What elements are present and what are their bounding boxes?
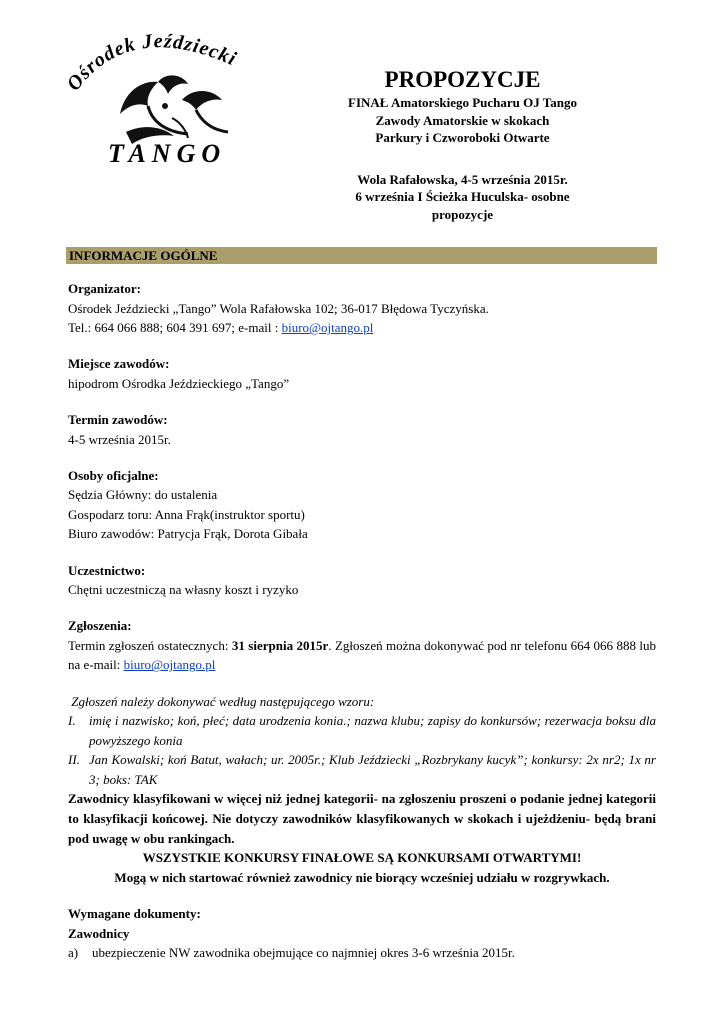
officials-judge: Sędzia Główny: do ustalenia xyxy=(68,487,218,503)
list-item-text: Jan Kowalski; koń Batut, wałach; ur. 2005r.; Klub Jeździecki „Rozbrykany kucyk”; konkursy: 2x nr2; 1x nr 3; boks: TAK xyxy=(89,752,656,787)
participation-text: Chętni uczestniczą na własny koszt i ryzyko xyxy=(68,582,299,598)
document-header xyxy=(300,66,625,223)
entries-deadline-prefix: Termin zgłoszeń ostatecznych: xyxy=(68,637,232,653)
list-item-text: imię i nazwisko; koń, płeć; data urodzenia konia.; nazwa klubu; zapisy do konkursów; rezerwacja boksu dla powyższego konia xyxy=(89,713,656,748)
list-item xyxy=(68,750,656,789)
officials-course-host: Gospodarz toru: Anna Frąk(instruktor sportu) xyxy=(68,506,305,522)
header-line-6: propozycje xyxy=(431,206,494,222)
entries-heading: Zgłoszenia: xyxy=(68,618,132,634)
list-item-number: I. xyxy=(68,713,76,729)
header-line-1: FINAŁ Amatorskiego Pucharu OJ Tango xyxy=(348,95,577,110)
entries-pattern-intro: Zgłoszeń należy dokonywać według następującego wzoru: xyxy=(68,693,375,709)
open-competitions-notice: WSZYSTKIE KONKURSY FINAŁOWE SĄ KONKURSAMI OTWARTYMI! xyxy=(142,850,582,866)
participation-heading: Uczestnictwo: xyxy=(68,562,146,578)
header-line-3: Parkury i Czworoboki Otwarte xyxy=(375,130,550,145)
logo-word: TANGO xyxy=(108,139,227,168)
venue-heading: Miejsce zawodów: xyxy=(68,356,170,372)
venue-text: hipodrom Ośrodka Jeździeckiego „Tango” xyxy=(68,375,290,391)
organizer-contact-text: Tel.: 664 066 888; 604 391 697; e-mail : xyxy=(68,320,282,336)
organizer-contact xyxy=(68,318,656,338)
list-item xyxy=(68,711,656,750)
document-body xyxy=(68,279,656,963)
section-heading-bar: INFORMACJE OGÓLNE xyxy=(66,247,657,264)
club-logo xyxy=(62,22,254,170)
organizer-heading: Organizator: xyxy=(68,281,141,296)
officials-heading: Osoby oficjalne: xyxy=(68,467,159,483)
open-competitions-subnotice: Mogą w nich startować również zawodnicy nie biorący wcześniej udziału w rozgrywkach. xyxy=(114,869,610,885)
entries-deadline-suffix: . Zgłoszeń można dokonywać pod nr telefonu 664 066 888 lub na e-mail: xyxy=(68,637,656,673)
document-title: PROPOZYCJE xyxy=(384,67,541,92)
header-line-2: Zawody Amatorskie w skokach xyxy=(375,112,550,128)
dates-heading: Termin zawodów: xyxy=(68,411,168,427)
list-item xyxy=(68,943,656,963)
list-item-number: a) xyxy=(68,945,79,961)
entries-email-link[interactable]: biuro@ojtango.pl xyxy=(123,657,216,673)
list-item-text: ubezpieczenie NW zawodnika obejmujące co najmniej okres 3-6 września 2015r. xyxy=(92,945,515,961)
documents-heading: Wymagane dokumenty: xyxy=(68,905,201,921)
organizer-email-link[interactable]: biuro@ojtango.pl xyxy=(281,320,374,336)
horse-emblem-icon xyxy=(120,75,228,144)
header-line-5: 6 września I Ścieżka Huculska- osobne xyxy=(355,189,570,204)
documents-subheading: Zawodnicy xyxy=(68,925,130,941)
dates-text: 4-5 września 2015r. xyxy=(68,431,171,447)
header-place-date: Wola Rafałowska, 4-5 września 2015r. xyxy=(357,171,568,187)
organizer-address: Ośrodek Jeździecki „Tango” Wola Rafałowska 102; 36-017 Błędowa Tyczyńska. xyxy=(68,300,489,316)
entries-deadline-date: 31 sierpnia 2015r xyxy=(231,637,329,653)
classification-note: Zawodnicy klasyfikowani w więcej niż jednej kategorii- na zgłoszeniu proszeni o podanie jednej kategorii to klasyfikacji końcowej. Nie dotyczy zawodników klasyfikowanych w skokach i ujeżdżeniu- będą brani pod uwagę w obu rankingach. xyxy=(68,791,656,846)
logo-arc-text: Ośrodek Jeździecki xyxy=(62,30,241,95)
officials-office: Biuro zawodów: Patrycja Frąk, Dorota Gibała xyxy=(68,526,308,542)
list-item-number: II. xyxy=(68,752,80,768)
entries-deadline xyxy=(68,636,656,675)
